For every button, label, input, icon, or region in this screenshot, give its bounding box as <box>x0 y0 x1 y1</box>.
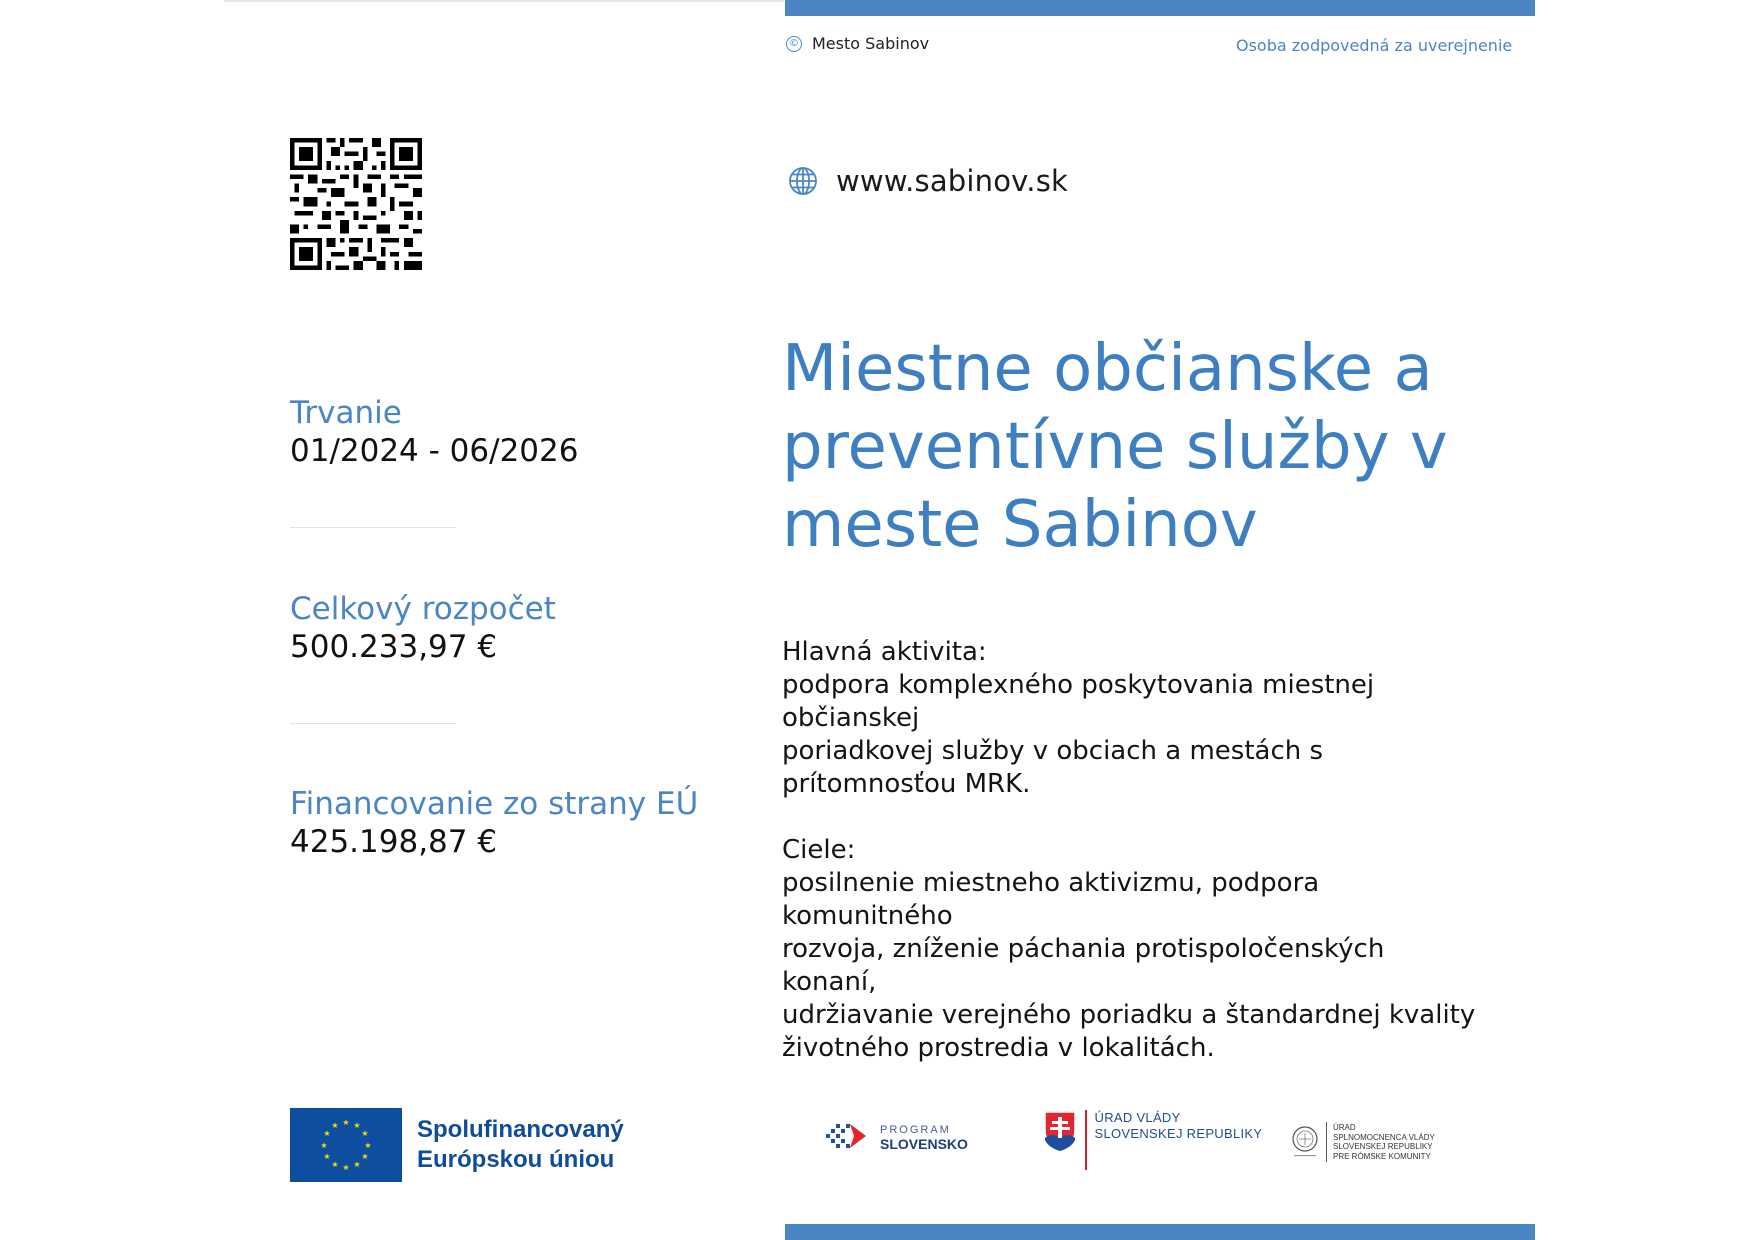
total-budget-label: Celkový rozpočet <box>290 591 556 627</box>
program-slovensko-mark-icon <box>826 1120 870 1154</box>
divider <box>290 723 456 724</box>
svg-text:★: ★ <box>342 1118 350 1127</box>
total-budget-value: 500.233,97 € <box>290 629 498 665</box>
eu-text-line: Spolufinancovaný <box>417 1116 624 1143</box>
main-activity-line: prítomnosťou MRK. <box>782 769 1031 799</box>
logo-divider <box>1326 1122 1327 1162</box>
eu-funding-label: Financovanie zo strany EÚ <box>290 786 699 822</box>
eu-flag-icon <box>290 1108 402 1182</box>
top-accent-bar <box>785 0 1535 16</box>
goals-heading: Ciele: <box>782 835 856 865</box>
goals-line: konaní, <box>782 967 877 997</box>
urad-vlady-text <box>1095 1110 1263 1142</box>
splnomocnenec-line: SPLNOMOCNENCA VLÁDY <box>1333 1132 1435 1142</box>
goals-line: rozvoja, zníženie páchania protispoločenských <box>782 934 1385 964</box>
divider <box>290 527 456 528</box>
svg-text:★: ★ <box>353 1121 361 1130</box>
slovak-coat-of-arms-icon <box>1043 1110 1077 1152</box>
svg-text:★: ★ <box>323 1152 331 1161</box>
urad-vlady-line: ÚRAD VLÁDY <box>1094 1110 1181 1125</box>
page-title: Miestne občianske a preventívne služby v meste Sabinov <box>782 332 1448 562</box>
splnomocnenec-text <box>1333 1123 1435 1161</box>
website-url: www.sabinov.sk <box>836 164 1069 198</box>
svg-text:★: ★ <box>353 1160 361 1169</box>
info-eu-funding <box>290 785 698 861</box>
program-slovensko-line: SLOVENSKO <box>880 1136 968 1152</box>
responsible-person-link[interactable]: Osoba zodpovedná za uverejnenie <box>1236 36 1513 55</box>
urad-vlady-logo <box>1043 1110 1262 1170</box>
splnomocnenec-line: PRE RÓMSKE KOMUNITY <box>1333 1151 1431 1161</box>
info-duration <box>290 394 578 470</box>
urad-vlady-line: SLOVENSKEJ REPUBLIKY <box>1094 1126 1263 1141</box>
goals-line: životného prostredia v lokalitách. <box>782 1033 1215 1063</box>
svg-text:★: ★ <box>342 1163 350 1172</box>
splnomocnenec-line: SLOVENSKEJ REPUBLIKY <box>1333 1142 1433 1151</box>
svg-text:★: ★ <box>323 1129 331 1138</box>
main-activity-heading: Hlavná aktivita: <box>782 637 987 667</box>
main-activity-line: podpora komplexného poskytovania miestnej <box>782 670 1375 700</box>
logo-divider <box>1085 1110 1087 1170</box>
splnomocnenec-seal-icon <box>1290 1124 1320 1160</box>
copyright-owner: Mesto Sabinov <box>812 34 930 53</box>
splnomocnenec-line: ÚRAD <box>1333 1123 1356 1132</box>
eu-cofunding-text <box>417 1115 624 1175</box>
globe-icon <box>788 166 818 196</box>
project-description <box>782 636 1502 1065</box>
info-total-budget <box>290 590 556 666</box>
program-slovensko-text <box>880 1123 968 1151</box>
main-activity-line: poriadkovej služby v obciach a mestách s <box>782 736 1324 766</box>
copyright-icon: © <box>786 36 802 52</box>
program-slovensko-logo <box>826 1120 968 1154</box>
goals-line: posilnenie miestneho aktivizmu, podpora <box>782 868 1320 898</box>
qr-code <box>290 138 422 270</box>
main-activity-line: občianskej <box>782 703 920 733</box>
svg-text:★: ★ <box>331 1160 339 1169</box>
eu-text-line: Európskou úniou <box>417 1146 615 1173</box>
goals-line: komunitného <box>782 901 953 931</box>
svg-text:★: ★ <box>361 1129 369 1138</box>
svg-text:★: ★ <box>364 1141 372 1150</box>
program-slovensko-line: PROGRAM <box>880 1124 951 1136</box>
svg-text:★: ★ <box>320 1141 328 1150</box>
svg-text:★: ★ <box>331 1121 339 1130</box>
eu-cofunding-logo <box>290 1108 624 1182</box>
svg-text:★: ★ <box>361 1152 369 1161</box>
website-link[interactable] <box>788 164 1068 198</box>
duration-value: 01/2024 - 06/2026 <box>290 433 579 469</box>
eu-funding-value: 425.198,87 € <box>290 824 498 860</box>
splnomocnenec-logo <box>1290 1122 1435 1162</box>
bottom-accent-bar <box>785 1224 1535 1240</box>
copyright-notice <box>786 34 929 53</box>
top-hairline <box>224 0 784 2</box>
goals-line: udržiavanie verejného poriadku a štandardnej kvality <box>782 1000 1476 1030</box>
duration-label: Trvanie <box>290 395 402 431</box>
